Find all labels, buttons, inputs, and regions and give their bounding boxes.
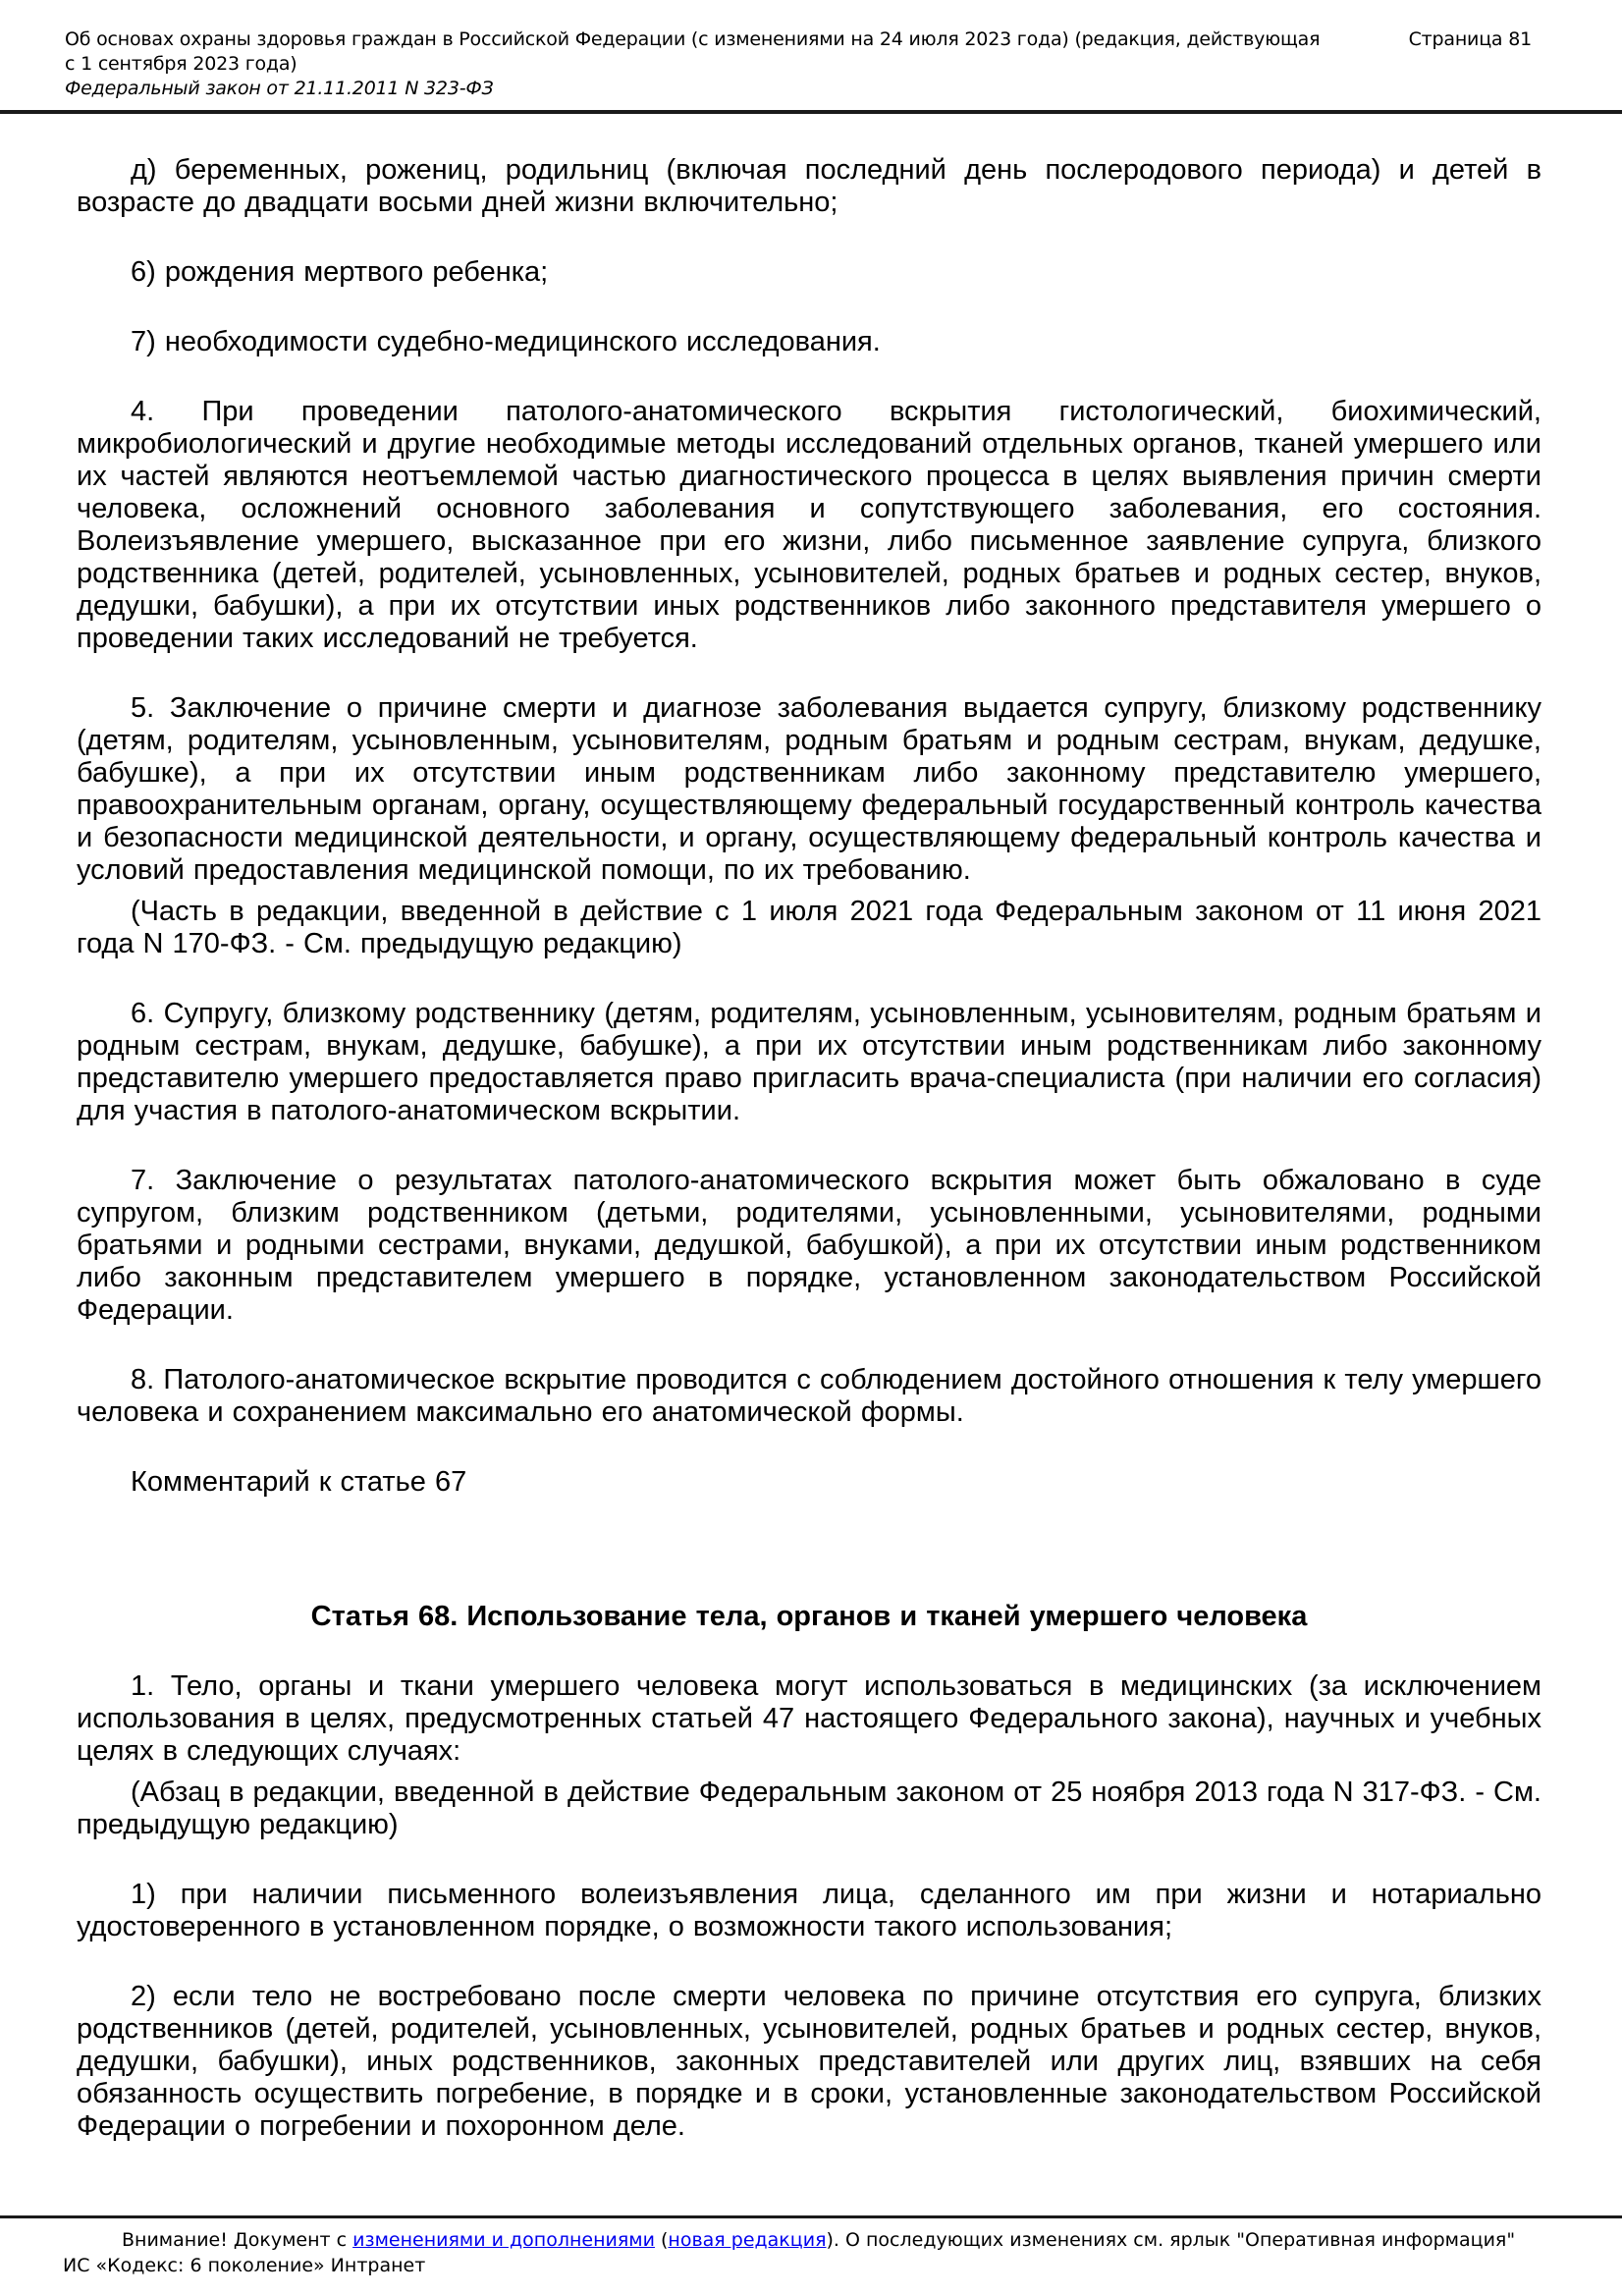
system-name: ИС «Кодекс: 6 поколение» Интранет	[63, 2255, 426, 2276]
footer-warning-prefix: Внимание! Документ с	[122, 2229, 353, 2251]
paragraph-part-6: 6. Супругу, близкому родственнику (детям, родителям, усыновленным, усыновителям, родным братьям и родным сестрам, внукам, дедушке, бабушке), а при их отсутствии иным родственникам либо законному представителю умершего предоставляется право пригласить врача-специалиста (при наличии его согласия) для участия в патолого-анатомическом вскрытии.	[77, 998, 1541, 1126]
paragraph-item-6: 6) рождения мертвого ребенка;	[131, 256, 549, 288]
document-body	[0, 114, 1622, 2143]
paragraph-article68-part-1: 1. Тело, органы и ткани умершего человека могут использоваться в медицинских (за исключением использования в целях, предусмотренных статьей 47 настоящего Федерального закона), научных и учебных целях в следующих случаях:	[77, 1670, 1541, 1767]
redaction-note-part-5: (Часть в редакции, введенной в действие с 1 июля 2021 года Федеральным законом от 11 июня 2021 года N 170-ФЗ. - См. предыдущую редакцию)	[77, 896, 1541, 959]
paragraph-part-7: 7. Заключение о результатах патолого-анатомического вскрытия может быть обжаловано в суде супругом, близким родственником (детьми, родителями, усыновленными, усыновителями, родными братьями и родными сестрами, внуками, дедушкой, бабушкой), а при их отсутствии иным родственником либо законным представителем умершего в порядке, установленном законодательством Российской Федерации.	[77, 1165, 1541, 1326]
page-header	[0, 0, 1622, 101]
article-heading: Статья 68. Использование тела, органов и тканей умершего человека	[310, 1601, 1308, 1632]
amendments-link[interactable]: изменениями и дополнениями	[352, 2229, 655, 2251]
comment-reference: Комментарий к статье 67	[131, 1466, 467, 1498]
new-edition-link[interactable]: новая редакция	[668, 2229, 827, 2251]
paragraph-article68-item-2: 2) если тело не востребовано после смерти человека по причине отсутствия его супруга, близких родственников (детей, родителей, усыновленных, усыновителей, родных братьев и родных сестер, внуков, дедушки, бабушки), иных родственников, законных представителей или других лиц, взявших на себя обязанность осуществить погребение, в порядке и в сроки, установленные законодательством Российской Федерации о погребении и похоронном деле.	[77, 1981, 1541, 2142]
page-footer	[0, 2215, 1622, 2278]
document-title: Об основах охраны здоровья граждан в Российской Федерации (с изменениями на 24 июля 2023 года) (редакция, действующая с 1 сентября 2023 года)	[65, 28, 1321, 75]
paragraph-item-7: 7) необходимости судебно-медицинского исследования.	[131, 326, 881, 357]
footer-warning	[63, 2227, 1563, 2253]
document-subtitle: Федеральный закон от 21.11.2011 N 323-ФЗ	[65, 78, 494, 99]
page-number: Страница 81	[1408, 28, 1532, 50]
footer-warning-between: (	[654, 2229, 669, 2251]
footer-warning-suffix: ). О последующих изменениях см. ярлык "Оперативная информация"	[826, 2229, 1516, 2251]
paragraph-part-5: 5. Заключение о причине смерти и диагнозе заболевания выдается супругу, близкому родственнику (детям, родителям, усыновленным, усыновителям, родным братьям и родным сестрам, внукам, дедушке, бабушке), а при их отсутствии иным родственникам либо законному представителю умершего, правоохранительным органам, органу, осуществляющему федеральный государственный контроль качества и безопасности медицинской деятельности, и органу, осуществляющему федеральный контроль качества и условий предоставления медицинской помощи, по их требованию.	[77, 692, 1541, 886]
paragraph-item-d: д) беременных, рожениц, родильниц (включая последний день послеродового периода) и детей в возрасте до двадцати восьми дней жизни включительно;	[77, 154, 1541, 218]
paragraph-part-4: 4. При проведении патолого-анатомического вскрытия гистологический, биохимический, микробиологический и другие необходимые методы исследований отдельных органов, тканей умершего или их частей являются неотъемлемой частью диагностического процесса в целях выявления причин смерти человека, осложнений основного заболевания и сопутствующего заболевания, его состояния. Волеизъявление умершего, высказанное при его жизни, либо письменное заявление супруга, близкого родственника (детей, родителей, усыновленных, усыновителей, родных братьев и родных сестер, внуков, дедушки, бабушки), а при их отсутствии иных родственников либо законного представителя умершего о проведении таких исследований не требуется.	[77, 396, 1541, 654]
paragraph-part-8: 8. Патолого-анатомическое вскрытие проводится с соблюдением достойного отношения к телу умершего человека и сохранением максимально его анатомической формы.	[77, 1364, 1541, 1428]
paragraph-article68-item-1: 1) при наличии письменного волеизъявления лица, сделанного им при жизни и нотариально удостоверенного в установленном порядке, о возможности такого использования;	[77, 1879, 1541, 1942]
redaction-note-article68: (Абзац в редакции, введенной в действие Федеральным законом от 25 ноября 2013 года N 317-ФЗ. - См. предыдущую редакцию)	[77, 1777, 1541, 1840]
